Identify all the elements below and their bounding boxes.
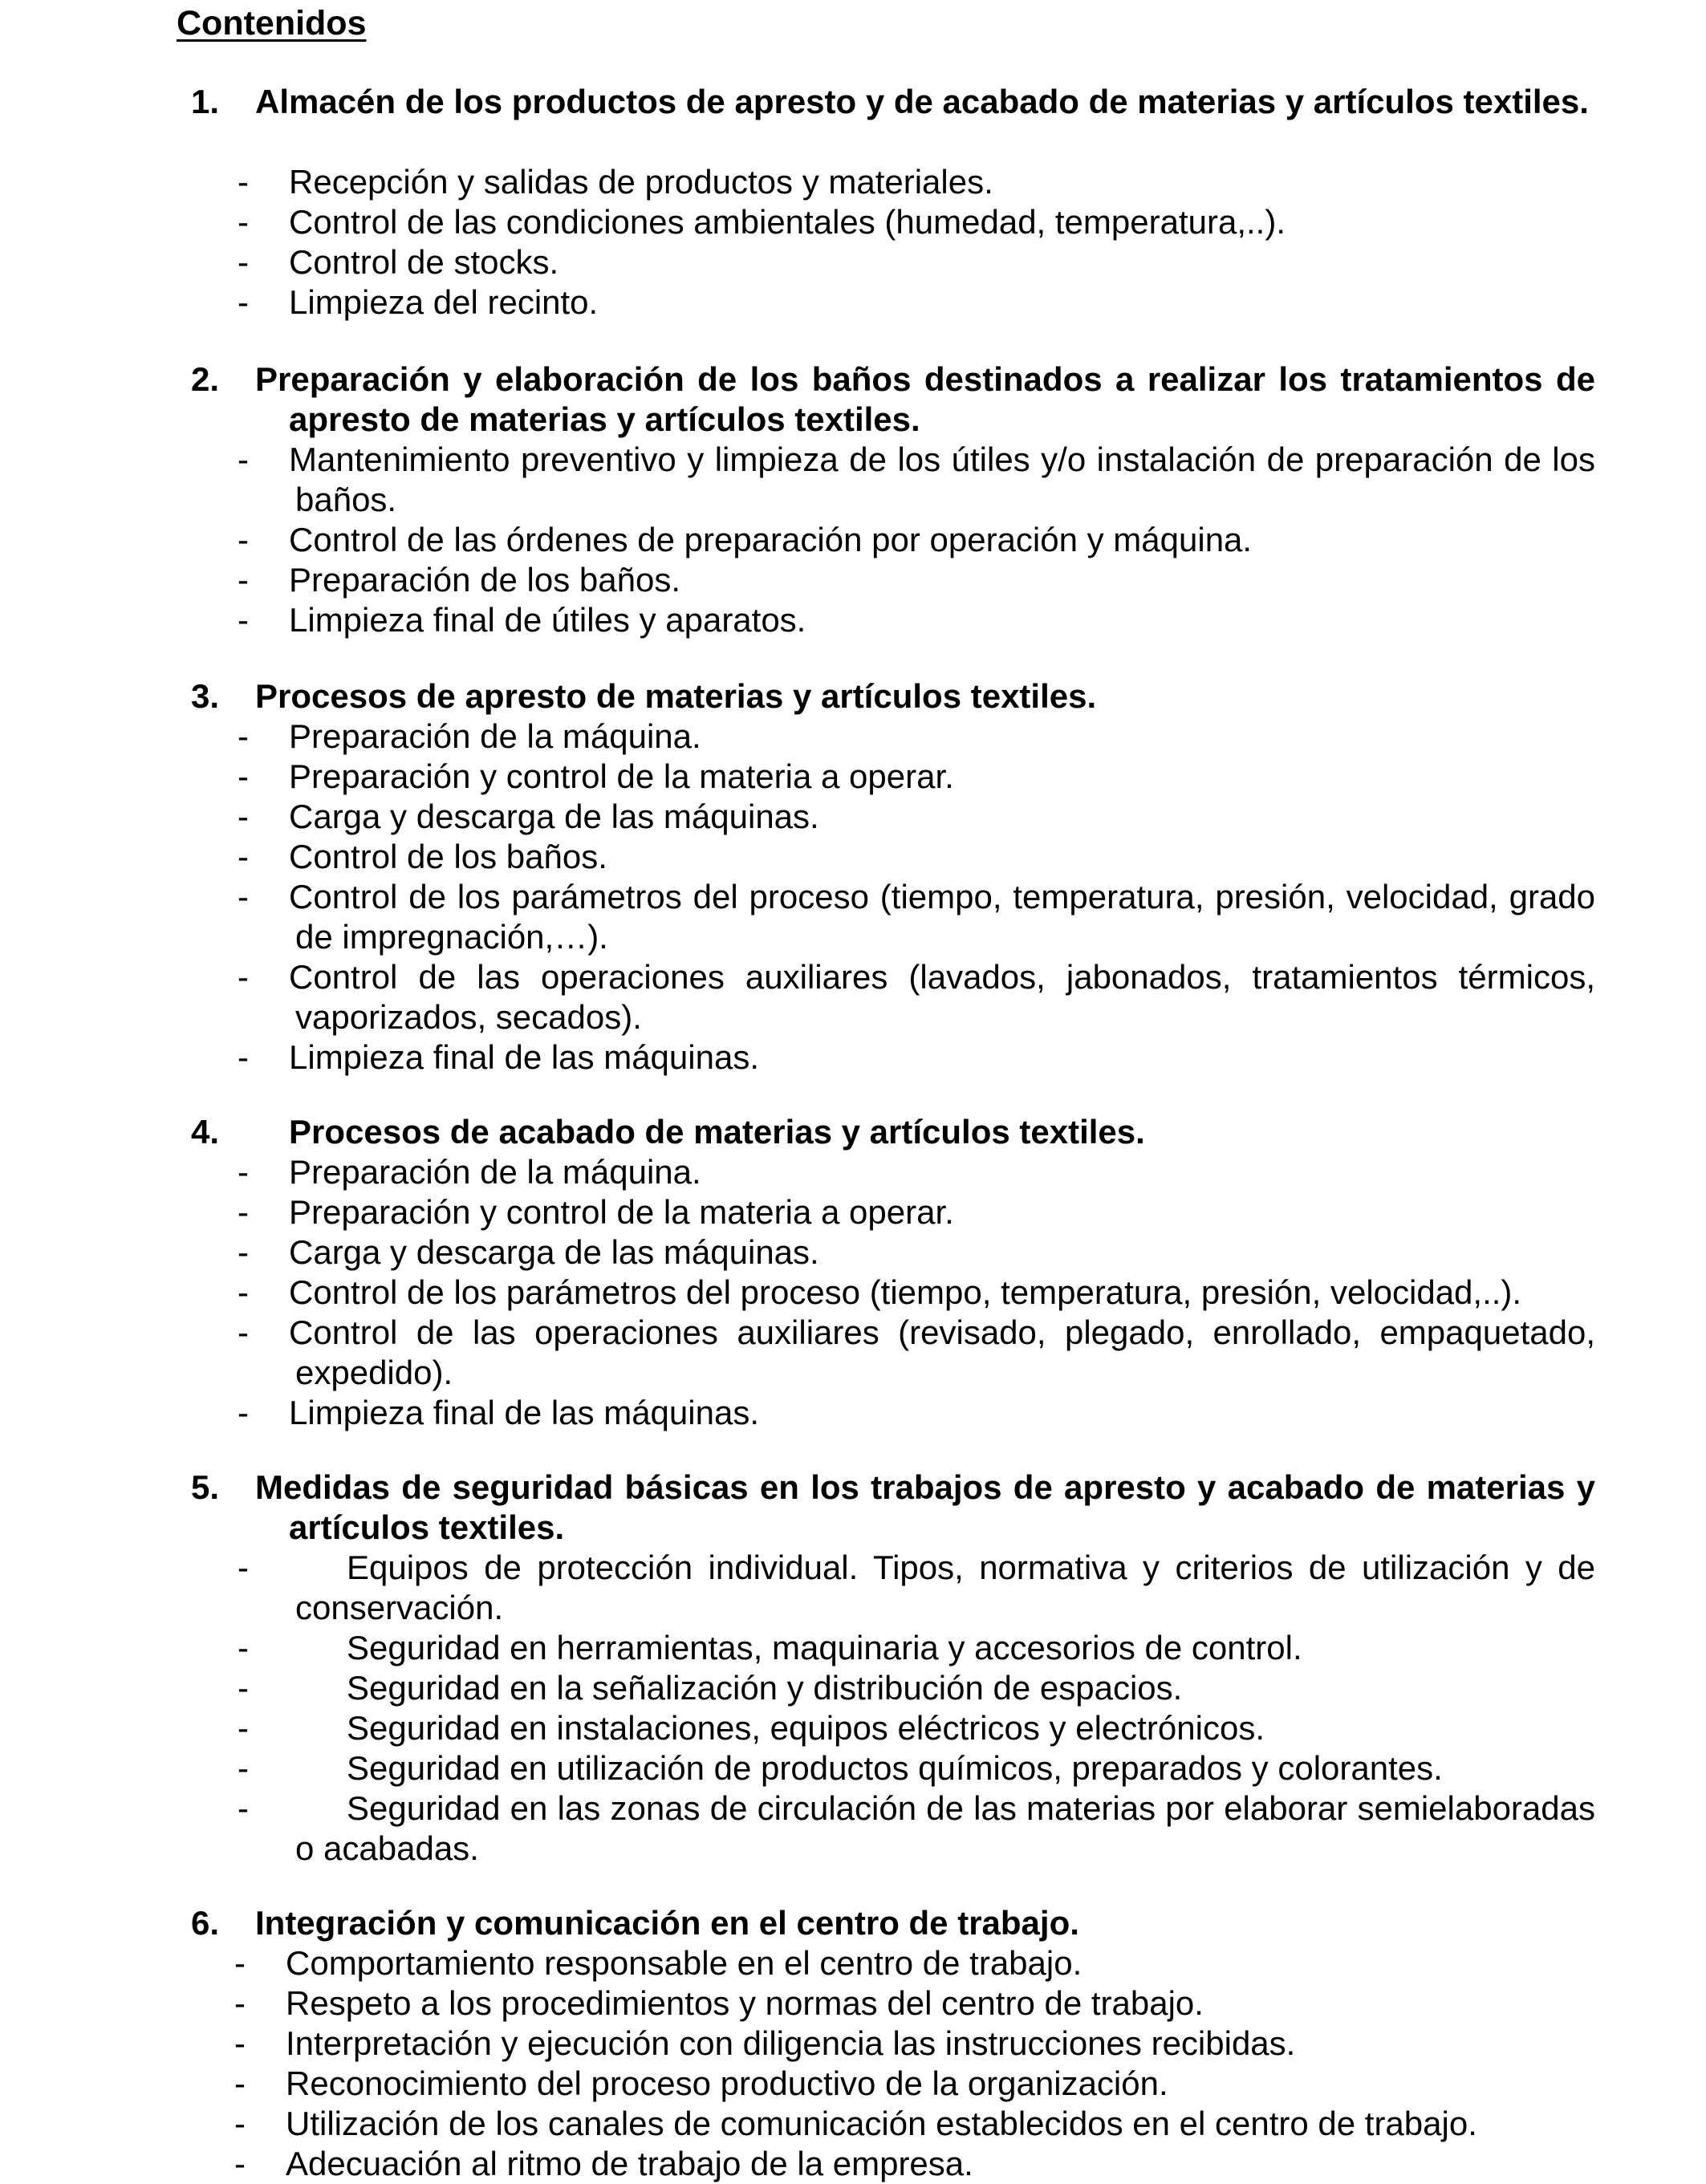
item-text: Control de los parámetros del proceso (tiempo, temperatura, presión, velocidad, grado de impregnación,…). — [289, 878, 1595, 956]
dash-marker: - — [234, 1984, 246, 2022]
section-title: Medidas de seguridad básicas en los trabajos de apresto y acabado de materias y artículos textiles. — [255, 1468, 1595, 1546]
item-text: Carga y descarga de las máquinas. — [289, 798, 819, 835]
list-item — [0, 440, 1706, 520]
dash-marker: - — [238, 1549, 249, 1586]
item-text: Limpieza final de las máquinas. — [289, 1038, 759, 1076]
dash-marker: - — [238, 1394, 249, 1431]
list-item — [0, 1708, 1706, 1748]
section-title: Preparación y elaboración de los baños destinados a realizar los tratamientos de apresto de materias y artículos textiles. — [255, 360, 1595, 438]
item-text: Adecuación al ritmo de trabajo de la empresa. — [286, 2145, 973, 2182]
list-item — [0, 162, 1706, 202]
list-item — [0, 1943, 1706, 1983]
item-text: Preparación de la máquina. — [289, 717, 701, 755]
dash-marker: - — [238, 1273, 249, 1311]
list-item — [0, 1983, 1706, 2024]
list-item — [0, 2144, 1706, 2184]
item-text: Control de los baños. — [289, 838, 607, 875]
list-item — [0, 757, 1706, 797]
item-list — [0, 1548, 1706, 1869]
list-item — [0, 1788, 1706, 1869]
dash-marker: - — [238, 757, 249, 795]
dash-marker: - — [238, 878, 249, 915]
item-text: Preparación de la máquina. — [289, 1153, 701, 1191]
contents-heading: Contenidos — [177, 4, 367, 43]
section-number: 1. — [191, 83, 220, 120]
list-item — [0, 957, 1706, 1037]
dash-marker: - — [238, 1313, 249, 1351]
dash-marker: - — [238, 203, 249, 241]
dash-marker: - — [238, 1233, 249, 1271]
dash-marker: - — [238, 1629, 249, 1666]
dash-marker: - — [238, 1193, 249, 1231]
item-text: Interpretación y ejecución con diligencia las instrucciones recibidas. — [286, 2024, 1296, 2062]
list-item — [0, 600, 1706, 640]
dash-marker: - — [238, 717, 249, 755]
dash-marker: - — [238, 798, 249, 835]
dash-marker: - — [238, 521, 249, 558]
item-list — [0, 1943, 1706, 2184]
item-text: Recepción y salidas de productos y materiales. — [289, 163, 993, 201]
list-item — [0, 837, 1706, 877]
dash-marker: - — [238, 163, 249, 201]
list-item — [0, 1192, 1706, 1232]
item-text: Limpieza final de útiles y aparatos. — [289, 601, 806, 639]
item-list — [0, 162, 1706, 323]
item-text: Control de las operaciones auxiliares (lavados, jabonados, tratamientos térmicos, vaporizados, secados). — [289, 958, 1595, 1036]
list-item — [0, 1232, 1706, 1273]
section-title: Procesos de acabado de materias y artículos textiles. — [289, 1113, 1145, 1151]
item-text: Equipos de protección individual. Tipos, normativa y criterios de utilización y de conservación. — [295, 1549, 1595, 1626]
dash-marker: - — [238, 1709, 249, 1747]
item-text: Control de las órdenes de preparación por operación y máquina. — [289, 521, 1253, 558]
item-text: Preparación de los baños. — [289, 561, 680, 599]
dash-marker: - — [234, 2024, 246, 2062]
dash-marker: - — [238, 440, 249, 478]
section-title: Almacén de los productos de apresto y de acabado de materias y artículos textiles. — [255, 83, 1589, 120]
list-item — [0, 1668, 1706, 1708]
item-text: Preparación y control de la materia a operar. — [289, 757, 954, 795]
list-item — [0, 202, 1706, 242]
list-item — [0, 2024, 1706, 2064]
list-item — [0, 1748, 1706, 1788]
list-item — [0, 797, 1706, 837]
list-item — [0, 877, 1706, 957]
item-list — [0, 716, 1706, 1078]
list-item — [0, 1548, 1706, 1628]
section-number: 5. — [191, 1468, 220, 1506]
item-text: Control de stocks. — [289, 243, 559, 281]
list-item — [0, 520, 1706, 560]
dash-marker: - — [234, 2105, 246, 2142]
dash-marker: - — [238, 1669, 249, 1707]
dash-marker: - — [238, 1749, 249, 1787]
item-text: Limpieza del recinto. — [289, 283, 599, 321]
item-text: Utilización de los canales de comunicación establecidos en el centro de trabajo. — [286, 2105, 1477, 2142]
item-text: Seguridad en utilización de productos químicos, preparados y colorantes. — [347, 1749, 1443, 1787]
item-text: Mantenimiento preventivo y limpieza de los útiles y/o instalación de preparación de los baños. — [289, 440, 1595, 518]
list-item — [0, 2104, 1706, 2144]
item-text: Reconocimiento del proceso productivo de la organización. — [286, 2064, 1168, 2102]
item-text: Control de las operaciones auxiliares (revisado, plegado, enrollado, empaquetado, expedido). — [289, 1313, 1595, 1391]
dash-marker: - — [234, 2145, 246, 2182]
dash-marker: - — [238, 1038, 249, 1076]
item-text: Limpieza final de las máquinas. — [289, 1394, 759, 1431]
list-item — [0, 242, 1706, 282]
item-text: Control de los parámetros del proceso (tiempo, temperatura, presión, velocidad,..). — [289, 1273, 1522, 1311]
list-item — [0, 560, 1706, 600]
section-number: 6. — [191, 1904, 220, 1942]
dash-marker: - — [238, 283, 249, 321]
list-item — [0, 2064, 1706, 2104]
dash-marker: - — [238, 601, 249, 639]
dash-marker: - — [234, 2064, 246, 2102]
section-number: 2. — [191, 360, 220, 398]
section-title: Procesos de apresto de materias y artículos textiles. — [255, 677, 1097, 715]
section-title: Integración y comunicación en el centro de trabajo. — [255, 1904, 1079, 1942]
dash-marker: - — [238, 1153, 249, 1191]
item-text: Seguridad en instalaciones, equipos eléctricos y electrónicos. — [347, 1709, 1265, 1747]
item-text: Comportamiento responsable en el centro de trabajo. — [286, 1944, 1082, 1982]
list-item — [0, 1273, 1706, 1313]
dash-marker: - — [238, 561, 249, 599]
list-item — [0, 1152, 1706, 1192]
item-text: Respeto a los procedimientos y normas del centro de trabajo. — [286, 1984, 1204, 2022]
dash-marker: - — [238, 838, 249, 875]
list-item — [0, 716, 1706, 757]
list-item — [0, 1037, 1706, 1078]
item-text: Control de las condiciones ambientales (humedad, temperatura,..). — [289, 203, 1286, 241]
item-text: Seguridad en herramientas, maquinaria y accesorios de control. — [347, 1629, 1302, 1666]
item-list — [0, 1152, 1706, 1433]
item-text: Preparación y control de la materia a operar. — [289, 1193, 954, 1231]
section-number: 4. — [191, 1113, 220, 1151]
dash-marker: - — [238, 958, 249, 996]
dash-marker: - — [234, 1944, 246, 1982]
item-text: Carga y descarga de las máquinas. — [289, 1233, 819, 1271]
item-text: Seguridad en las zonas de circulación de las materias por elaborar semielaboradas o acabadas. — [295, 1789, 1595, 1867]
dash-marker: - — [238, 1789, 249, 1827]
list-item — [0, 282, 1706, 323]
item-text: Seguridad en la señalización y distribución de espacios. — [347, 1669, 1183, 1707]
list-item — [0, 1393, 1706, 1433]
section-number: 3. — [191, 677, 220, 715]
item-list — [0, 440, 1706, 640]
list-item — [0, 1628, 1706, 1668]
dash-marker: - — [238, 243, 249, 281]
list-item — [0, 1313, 1706, 1393]
